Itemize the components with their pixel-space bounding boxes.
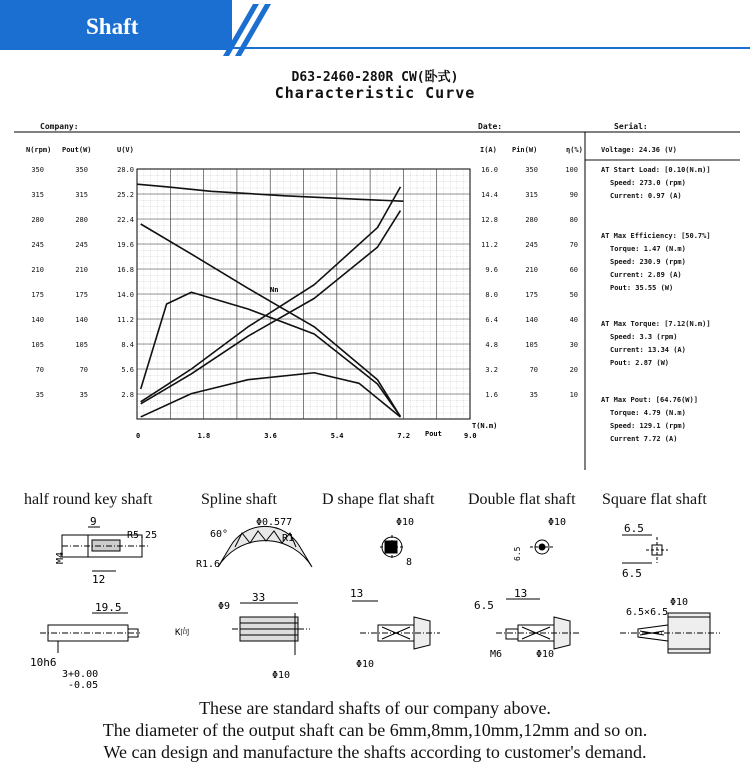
u-axis-tick: 8.4 xyxy=(121,341,134,349)
dim-m4: M4 xyxy=(55,551,66,564)
x-axis-label: T(N.m) xyxy=(472,422,498,430)
i-axis-tick: 12.8 xyxy=(481,216,498,224)
eff-axis-tick: 70 xyxy=(569,241,578,249)
info-start-load-line: Current: 0.97 (A) xyxy=(610,192,682,200)
axis-header-pout: Pout(W) xyxy=(62,146,92,154)
x-tick-label: 5.4 xyxy=(330,432,344,440)
shaft-label-square-flat: Square flat shaft xyxy=(602,491,707,508)
dim-65x65: 6.5×6.5 xyxy=(626,607,669,618)
pin-axis-tick: 70 xyxy=(529,366,538,374)
i-axis-tick: 8.0 xyxy=(485,291,498,299)
dim-33: 33 xyxy=(252,591,266,604)
half-round-shaft-side-view xyxy=(40,613,140,653)
i-axis-tick: 14.4 xyxy=(481,191,498,199)
dim-65-square-top: 6.5 xyxy=(624,522,644,535)
dim-60deg: 60° xyxy=(210,529,229,540)
dim-13-d: 13 xyxy=(350,587,364,600)
dim-65-double-side: 6.5 xyxy=(474,599,494,612)
square-flat-side-view xyxy=(620,613,720,653)
pout-axis-tick: 140 xyxy=(75,316,88,324)
dim-phi10-spline: Φ10 xyxy=(272,670,291,681)
axis-header-pin: Pin(W) xyxy=(512,146,538,154)
spline-side-view xyxy=(232,603,310,655)
info-max-eff-line: Speed: 230.9 (rpm) xyxy=(610,258,686,266)
pout-axis-tick: 315 xyxy=(75,191,88,199)
info-max-torque-line: Speed: 3.3 (rpm) xyxy=(610,333,678,341)
n-axis-tick: 245 xyxy=(31,241,44,249)
shaft-label-half-round: half round key shaft xyxy=(24,491,153,508)
n-axis-tick: 350 xyxy=(31,166,44,174)
dim-r16: R1.6 xyxy=(196,559,221,570)
view-k: K向 xyxy=(175,628,190,638)
pout-axis-tick: 280 xyxy=(75,216,88,224)
date-label: Date: xyxy=(478,122,503,131)
dim-tol-upper: 3+0.00 xyxy=(62,669,99,680)
i-axis-tick: 1.6 xyxy=(485,391,498,399)
dim-65-square-bottom: 6.5 xyxy=(622,567,642,580)
dim-m6: M6 xyxy=(490,649,503,660)
dim-9: 9 xyxy=(90,515,97,528)
i-axis-tick: 9.6 xyxy=(485,266,498,274)
i-axis-tick: 4.8 xyxy=(485,341,498,349)
pin-axis-tick: 245 xyxy=(525,241,538,249)
n-axis-tick: 35 xyxy=(35,391,44,399)
chart-subtitle: Characteristic Curve xyxy=(274,84,476,102)
dim-tol-lower: -0.05 xyxy=(68,680,99,691)
spline-cross-section xyxy=(218,526,312,567)
u-axis-tick: 14.0 xyxy=(117,291,134,299)
dim-8: 8 xyxy=(406,557,413,568)
eff-axis-tick: 30 xyxy=(569,341,578,349)
shaft-label-double-flat: Double flat shaft xyxy=(468,491,576,508)
u-axis-tick: 2.8 xyxy=(121,391,134,399)
square-flat-cross-section xyxy=(622,535,668,563)
pin-axis-tick: 350 xyxy=(525,166,538,174)
u-axis-tick: 28.0 xyxy=(117,166,134,174)
axis-header-eff: η(%) xyxy=(566,146,583,154)
dim-phi0577: Φ0.577 xyxy=(256,517,293,528)
u-axis-tick: 11.2 xyxy=(117,316,134,324)
eff-axis-tick: 40 xyxy=(569,316,578,324)
n-axis-tick: 105 xyxy=(31,341,44,349)
pout-axis-tick: 105 xyxy=(75,341,88,349)
dim-10h6: 10h6 xyxy=(30,656,57,669)
eff-axis-tick: 10 xyxy=(569,391,578,399)
u-axis-tick: 22.4 xyxy=(117,216,134,224)
dim-phi10-d: Φ10 xyxy=(396,517,415,528)
axis-header-n: N(rpm) xyxy=(26,146,52,154)
dim-r1: R1 xyxy=(282,533,295,544)
x-tick-label: 7.2 xyxy=(397,432,411,440)
axis-header-i: I(A) xyxy=(480,146,497,154)
info-max-pout-line: Current 7.72 (A) xyxy=(610,435,678,443)
dim-r525: R5.25 xyxy=(127,530,158,541)
dim-phi9: Φ9 xyxy=(218,601,231,612)
d-shape-side-view xyxy=(352,601,440,649)
info-voltage: Voltage: 24.36 (V) xyxy=(601,146,677,154)
x-tick-label: 1.8 xyxy=(197,432,211,440)
banner-title: Shaft xyxy=(86,14,139,39)
i-axis-tick: 16.0 xyxy=(481,166,498,174)
info-max-torque-line: Pout: 2.87 (W) xyxy=(610,359,670,367)
info-start-load-line: AT Start Load: [0.10(N.m)] xyxy=(601,166,711,174)
n-axis-tick: 175 xyxy=(31,291,44,299)
info-max-eff-line: Current: 2.89 (A) xyxy=(610,271,682,279)
x-tick-label: 0 xyxy=(136,432,141,440)
info-max-pout-line: Speed: 129.1 (rpm) xyxy=(610,422,686,430)
shaft-label-d-shape: D shape flat shaft xyxy=(322,491,435,508)
dim-phi10-d-side: Φ10 xyxy=(356,659,375,670)
i-axis-tick: 3.2 xyxy=(485,366,498,374)
eff-axis-tick: 50 xyxy=(569,291,578,299)
chart-model: D63-2460-280R CW(卧式) xyxy=(291,70,459,85)
eff-axis-tick: 100 xyxy=(565,166,578,174)
pin-axis-tick: 35 xyxy=(529,391,538,399)
info-max-eff-line: Torque: 1.47 (N.m) xyxy=(610,245,686,253)
footer-line-1: These are standard shafts of our company above. xyxy=(199,698,551,718)
pin-axis-tick: 175 xyxy=(525,291,538,299)
info-max-pout-line: AT Max Pout: [64.76(W)] xyxy=(601,396,698,404)
dim-65-double: 6.5 xyxy=(513,546,522,561)
info-max-torque-line: AT Max Torque: [7.12(N.m)] xyxy=(601,320,711,328)
n-axis-tick: 70 xyxy=(35,366,44,374)
info-max-eff-line: Pout: 35.55 (W) xyxy=(610,284,674,292)
dim-phi10-double-side: Φ10 xyxy=(536,649,555,660)
pout-axis-tick: 70 xyxy=(79,366,88,374)
pin-axis-tick: 210 xyxy=(525,266,538,274)
d-shape-cross-section xyxy=(380,535,404,559)
info-max-torque-line: Current: 13.34 (A) xyxy=(610,346,686,354)
pout-axis-tick: 350 xyxy=(75,166,88,174)
i-axis-tick: 11.2 xyxy=(481,241,498,249)
n-axis-tick: 315 xyxy=(31,191,44,199)
u-axis-tick: 25.2 xyxy=(117,191,134,199)
pout-axis-tick: 35 xyxy=(79,391,88,399)
axis-header-u: U(V) xyxy=(117,146,134,154)
footer-line-2: The diameter of the output shaft can be 6mm,8mm,10mm,12mm and so on. xyxy=(102,720,648,740)
pout-axis-tick: 210 xyxy=(75,266,88,274)
dim-195: 19.5 xyxy=(95,601,122,614)
eff-axis-tick: 20 xyxy=(569,366,578,374)
info-max-eff-line: AT Max Efficiency: [50.7%] xyxy=(601,232,711,240)
pin-axis-tick: 280 xyxy=(525,216,538,224)
footer-line-3: We can design and manufacture the shafts according to customer's demand. xyxy=(103,742,647,762)
x-tick-label: 3.6 xyxy=(264,432,277,440)
dim-12: 12 xyxy=(92,573,106,586)
shaft-drawings xyxy=(0,485,750,695)
i-axis-tick: 6.4 xyxy=(485,316,498,324)
dim-13-double: 13 xyxy=(514,587,528,600)
pin-axis-tick: 315 xyxy=(525,191,538,199)
annotation-pout: Pout xyxy=(425,430,442,438)
x-tick-label: 9.0 xyxy=(464,432,477,440)
pout-axis-tick: 245 xyxy=(75,241,88,249)
u-axis-tick: 16.8 xyxy=(117,266,134,274)
eff-axis-tick: 90 xyxy=(569,191,578,199)
n-axis-tick: 210 xyxy=(31,266,44,274)
company-label: Company: xyxy=(40,122,79,131)
u-axis-tick: 19.6 xyxy=(117,241,134,249)
dim-phi10-double: Φ10 xyxy=(548,517,567,528)
shaft-label-spline: Spline shaft xyxy=(201,491,277,508)
annotation-nn: Nn xyxy=(270,286,279,294)
eff-axis-tick: 80 xyxy=(569,216,578,224)
n-axis-tick: 140 xyxy=(31,316,44,324)
dim-phi10-square: Φ10 xyxy=(670,597,689,608)
info-max-pout-line: Torque: 4.79 (N.m) xyxy=(610,409,686,417)
pin-axis-tick: 140 xyxy=(525,316,538,324)
double-flat-cross-section xyxy=(530,540,554,554)
double-flat-side-view xyxy=(496,599,580,649)
pin-axis-tick: 105 xyxy=(525,341,538,349)
n-axis-tick: 280 xyxy=(31,216,44,224)
info-start-load-line: Speed: 273.0 (rpm) xyxy=(610,179,686,187)
u-axis-tick: 5.6 xyxy=(121,366,134,374)
serial-label: Serial: xyxy=(614,122,648,131)
pout-axis-tick: 175 xyxy=(75,291,88,299)
eff-axis-tick: 60 xyxy=(569,266,578,274)
